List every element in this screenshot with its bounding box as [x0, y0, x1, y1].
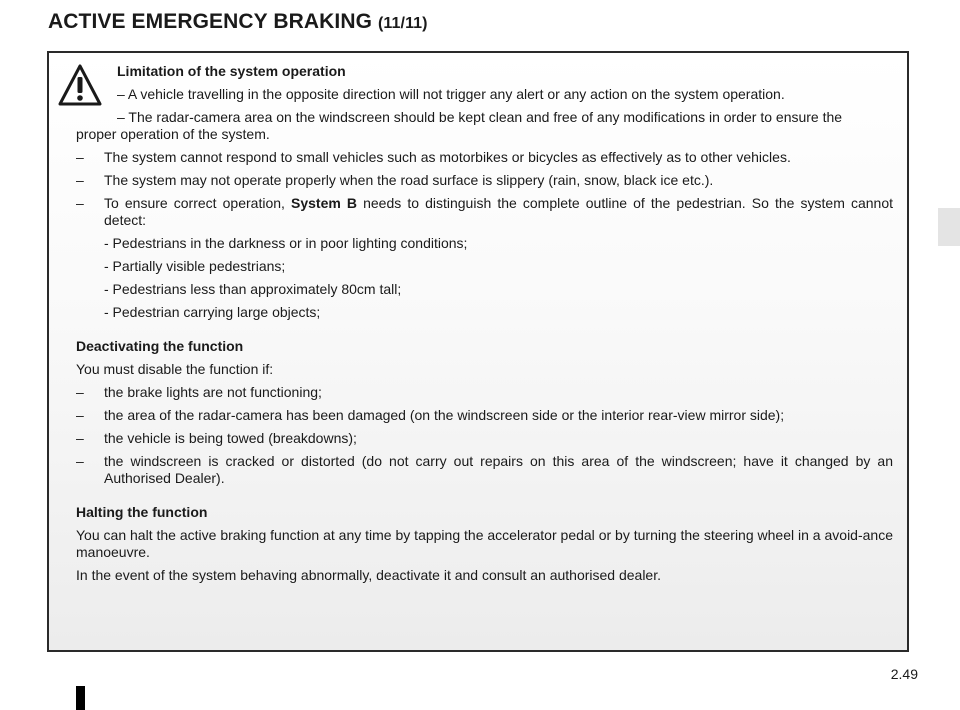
- system-b-label: System B: [291, 195, 358, 211]
- deactivating-item-text: the windscreen is cracked or distorted (do not carry out repairs on this area of the windscreen; have it changed by an Authorised Dealer).: [104, 453, 893, 486]
- deactivating-item-text: the area of the radar-camera has been damaged (on the windscreen side or the interior rear-view mirror side);: [104, 407, 785, 423]
- warning-triangle-icon: [57, 63, 103, 109]
- deactivating-heading: Deactivating the function: [76, 338, 244, 354]
- limitation-item-text: The system may not operate properly when the road surface is slippery (rain, snow, black ice etc.).: [104, 172, 714, 188]
- intro-continuation: proper operation of the system.: [76, 126, 270, 142]
- pedestrian-item-after: needs to distinguish the complete outline of the pedestrian. So the system cannot detect:: [104, 195, 893, 228]
- pedestrian-subitem: - Pedestrians in the darkness or in poor lighting conditions;: [104, 235, 468, 251]
- limitation-item-text: The system cannot respond to small vehicles such as motorbikes or bicycles as effectively as to other vehicles.: [104, 149, 791, 165]
- deactivating-intro: You must disable the function if:: [76, 361, 274, 377]
- halting-paragraph: In the event of the system behaving abnormally, deactivate it and consult an authorised dealer.: [76, 567, 661, 583]
- pedestrian-subitem: - Pedestrian carrying large objects;: [104, 304, 321, 320]
- dash-marker: –: [76, 384, 84, 400]
- limitation-item: [76, 149, 893, 166]
- page-part-indicator: (11/11): [377, 15, 428, 32]
- pedestrian-item: [76, 195, 893, 229]
- deactivating-item-text: the vehicle is being towed (breakdowns);: [104, 430, 357, 446]
- corner-crop-mark: [76, 686, 85, 710]
- intro-item: – The radar-camera area on the windscreen should be kept clean and free of any modifications in order to ensure the: [117, 109, 843, 125]
- dash-marker: –: [76, 430, 84, 446]
- pedestrian-subitem: - Pedestrians less than approximately 80cm tall;: [104, 281, 402, 297]
- warning-content: [76, 63, 907, 584]
- warning-box: [47, 51, 909, 652]
- deactivating-item-text: the brake lights are not functioning;: [104, 384, 322, 400]
- page-title: [48, 10, 428, 34]
- limitation-intro: [76, 63, 893, 126]
- deactivating-item: [76, 407, 893, 424]
- dash-marker: –: [76, 453, 84, 469]
- limitation-item: [76, 172, 893, 189]
- section-side-tab: [938, 208, 960, 246]
- deactivating-item: [76, 384, 893, 401]
- pedestrian-subitem: - Partially visible pedestrians;: [104, 258, 286, 274]
- dash-marker: –: [76, 195, 84, 211]
- halting-paragraph: You can halt the active braking function at any time by tapping the accelerator pedal or by turning the steering wheel in a avoid-ance manoeuvre.: [76, 527, 893, 560]
- pedestrian-item-before: To ensure correct operation,: [104, 195, 291, 211]
- deactivating-item: [76, 453, 893, 487]
- intro-item: – A vehicle travelling in the opposite direction will not trigger any alert or any action on the system operation.: [117, 86, 785, 102]
- dash-marker: –: [76, 407, 84, 423]
- halting-heading: Halting the function: [76, 504, 208, 520]
- page-number: 2.49: [890, 666, 918, 682]
- dash-marker: –: [76, 172, 84, 188]
- page-title-text: ACTIVE EMERGENCY BRAKING: [48, 10, 373, 33]
- limitation-heading: Limitation of the system operation: [117, 63, 346, 79]
- dash-marker: –: [76, 149, 84, 165]
- deactivating-item: [76, 430, 893, 447]
